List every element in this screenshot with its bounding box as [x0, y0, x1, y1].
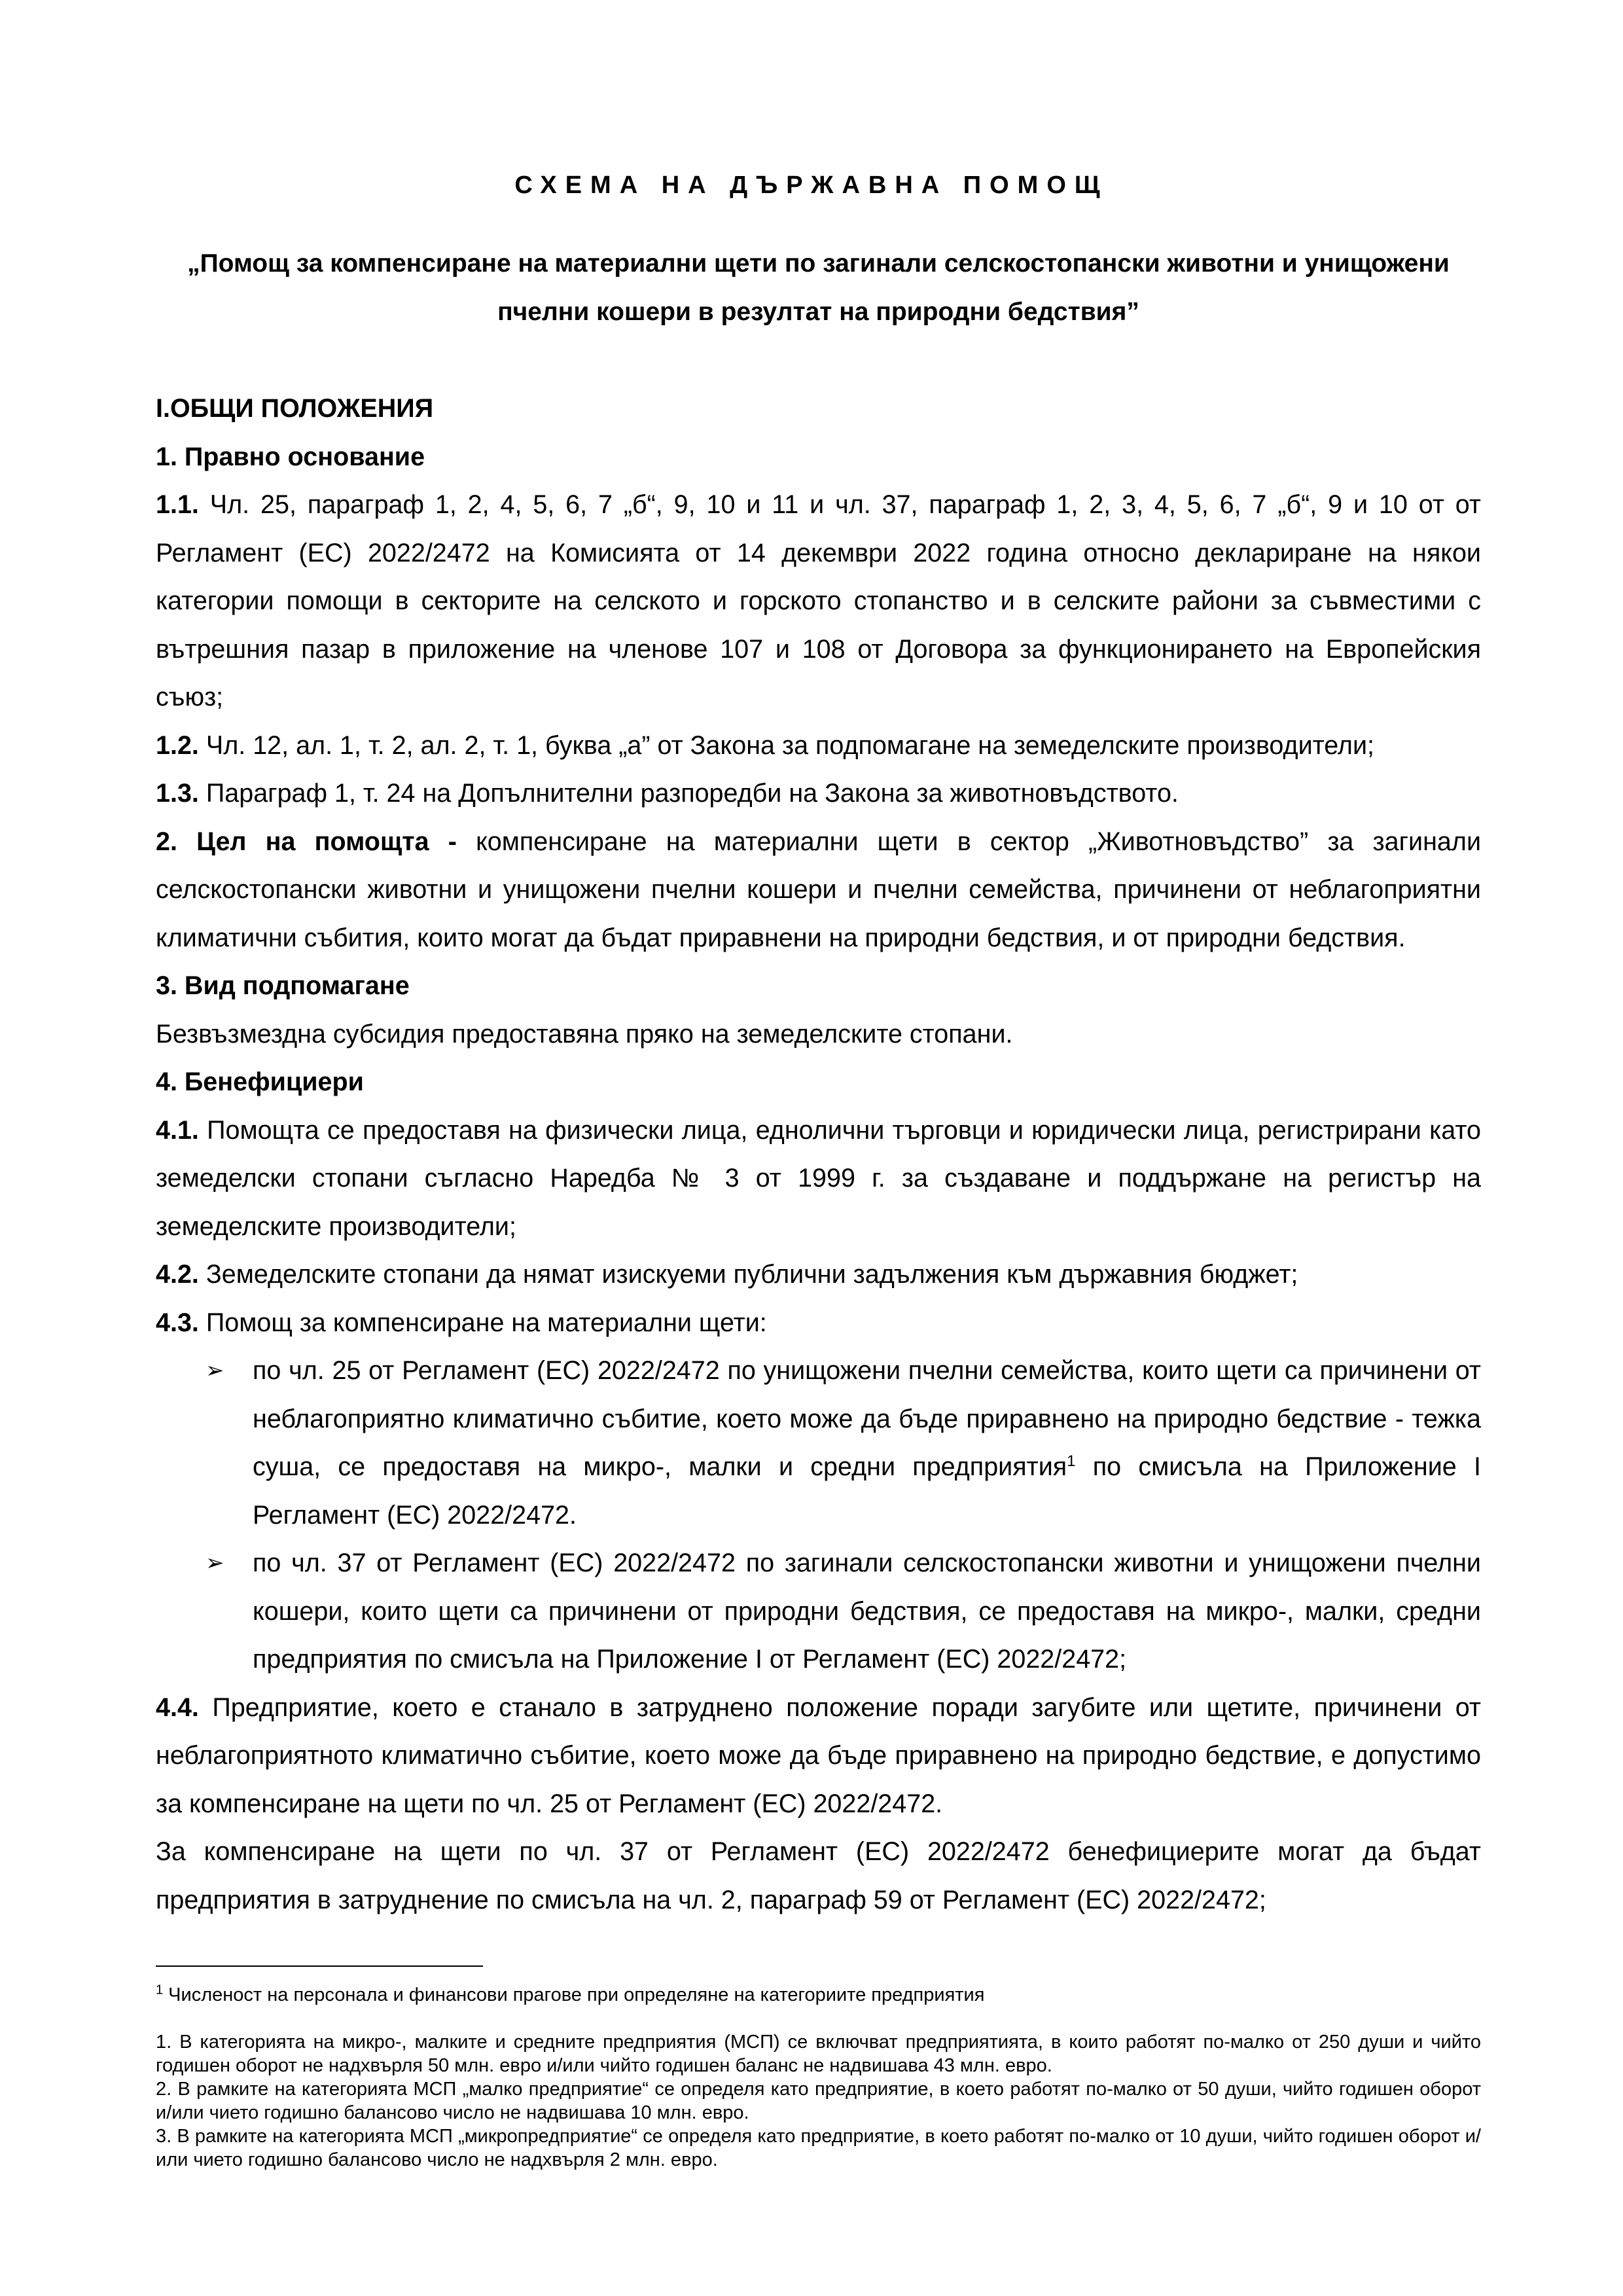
- item-text: Чл. 12, ал. 1, т. 2, ал. 2, т. 1, буква „а” от Закона за подпомагане на земеделските производители;: [198, 730, 1375, 760]
- legal-basis-item: [156, 722, 1481, 770]
- item-number: 1.2.: [156, 730, 199, 760]
- beneficiaries-item: [156, 1684, 1481, 1829]
- item-text: Помощта се предоставя на физически лица, еднолични търговци и юридически лица, регистрирани като земеделски стопани съгласно Наредба № 3 от 1999 г. за създаване и поддържане на регистър на земеделските производители;: [156, 1115, 1481, 1241]
- beneficiaries-heading: 4. Бенефициери: [156, 1067, 364, 1096]
- bullet-list: [156, 1347, 1481, 1684]
- footnote-paragraph: 3. В рамките на категорията МСП „микропредприятие“ се определя като предприятие, в което работят по-малко от 10 души, чийто годишен оборот и/или чието годишно балансово число не надхвърля 2 млн. евро.: [156, 2126, 1481, 2170]
- footnote-heading-text: Численост на персонала и финансови прагове при определяне на категориите предприятия: [163, 1984, 985, 2005]
- bullet-text: по чл. 25 от Регламент (ЕС) 2022/2472 по унищожени пчелни семейства, които щети са причинени от неблагоприятно климатично събитие, което може да бъде приравнено на природно бедствие - тежка суша, се предоставя на микро-, малки и средни предприятия: [253, 1356, 1481, 1481]
- list-item: [156, 1347, 1481, 1539]
- legal-basis-heading: 1. Правно основание: [156, 442, 425, 471]
- item-number: 1.3.: [156, 779, 199, 808]
- footnote-reference: 1: [1067, 1452, 1076, 1470]
- support-type-heading: 3. Вид подпомагане: [156, 971, 410, 1000]
- item-text: Чл. 25, параграф 1, 2, 4, 5, 6, 7 „б“, 9, 10 и 11 и чл. 37, параграф 1, 2, 3, 4, 5, 6, 7 „б“, 9 и 10 от от Регламент (ЕС) 2022/2472 на Комисията от 14 декември 2022 година относно деклариране на някои категории помощи в секторите на селското и горското стопанство и в селските райони за съвместими с вътрешния пазар в приложение на членове 107 и 108 от Договора за функционирането на Европейския съюз;: [156, 490, 1481, 711]
- bullet-text: по чл. 37 от Регламент (ЕС) 2022/2472 по загинали селскостопански животни и унищожени пчелни кошери, които щети са причинени от природни бедствия, се предоставя на микро-, малки, средни предприятия по смисъла на Приложение I от Регламент (ЕС) 2022/2472;: [253, 1549, 1481, 1674]
- footnote-heading: [156, 1983, 1481, 2007]
- footnotes: [156, 1983, 1481, 2172]
- item-text: Предприятие, което е станало в затруднено положение поради загубите или щетите, причинени от неблагоприятното климатично събитие, което може да бъде приравнено на природно бедствие, е допустимо за компенсиране на щети по чл. 25 от Регламент (ЕС) 2022/2472.: [156, 1693, 1481, 1818]
- item-text: Помощ за компенсиране на материални щети:: [198, 1308, 767, 1337]
- item-number: 4.1.: [156, 1115, 199, 1145]
- item-number: 4.2.: [156, 1260, 199, 1289]
- item-text: Параграф 1, т. 24 на Допълнителни разпоредби на Закона за животновъдството.: [198, 779, 1179, 808]
- purpose-text: компенсиране на материални щети в сектор „Животновъдство” за загинали селскостопански животни и унищожени пчелни кошери и пчелни семейства, причинени от неблагоприятни климатични събития, които могат да бъдат приравнени на природни бедствия, и от природни бедствия.: [156, 827, 1482, 952]
- list-item: [156, 1539, 1481, 1684]
- footnote-paragraph: 2. В рамките на категорията МСП „малко предприятие“ се определя като предприятие, в което работят по-малко от 50 души, чийто годишен оборот и/или чието годишно балансово число не надвишава 10 млн. евро.: [156, 2079, 1481, 2123]
- support-type-text: Безвъзмездна субсидия предоставяна пряко на земеделските стопани.: [156, 1019, 1013, 1049]
- section-heading: I.ОБЩИ ПОЛОЖЕНИЯ: [156, 394, 434, 423]
- footnote-marker: 1: [156, 1982, 164, 1998]
- item-number: 4.3.: [156, 1308, 199, 1337]
- item-number: 1.1.: [156, 490, 199, 519]
- legal-basis-item: [156, 481, 1481, 722]
- beneficiaries-item: [156, 1251, 1481, 1299]
- footnote-paragraph: 1. В категорията на микро-, малките и средните предприятия (МСП) се включват предприятията, в които работят по-малко от 250 души и чийто годишен оборот не надхвърля 50 млн. евро и/или чийто годишен баланс не надвишава 43 млн. евро.: [156, 2032, 1481, 2076]
- purpose-paragraph: [156, 818, 1481, 963]
- document-title: СХЕМА НА ДЪРЖАВНА ПОМОЩ: [514, 171, 1109, 199]
- legal-basis-item: [156, 770, 1481, 818]
- footnote-divider: [156, 1965, 483, 1967]
- bullet-text-tail: по смисъла на Приложение I Регламент (ЕС) 2022/2472.: [253, 1452, 1481, 1530]
- document-body: [156, 385, 1481, 1924]
- beneficiaries-item: [156, 1107, 1481, 1251]
- arrow-bullet-icon: ➢: [205, 1551, 224, 1575]
- document-subtitle: „Помощ за компенсиране на материални щети по загинали селскостопански животни и унищожени пчелни кошери в резултат на природни бедствия”: [187, 249, 1450, 326]
- purpose-heading: 2. Цел на помощта -: [156, 827, 457, 856]
- item-text: Земеделските стопани да нямат изискуеми публични задължения към държавния бюджет;: [198, 1260, 1298, 1289]
- closing-paragraph: За компенсиране на щети по чл. 37 от Регламент (ЕС) 2022/2472 бенефициерите могат да бъдат предприятия в затруднение по смисъла на чл. 2, параграф 59 от Регламент (ЕС) 2022/2472;: [156, 1837, 1481, 1914]
- beneficiaries-item: [156, 1299, 1481, 1348]
- arrow-bullet-icon: ➢: [205, 1358, 224, 1383]
- item-number: 4.4.: [156, 1693, 199, 1722]
